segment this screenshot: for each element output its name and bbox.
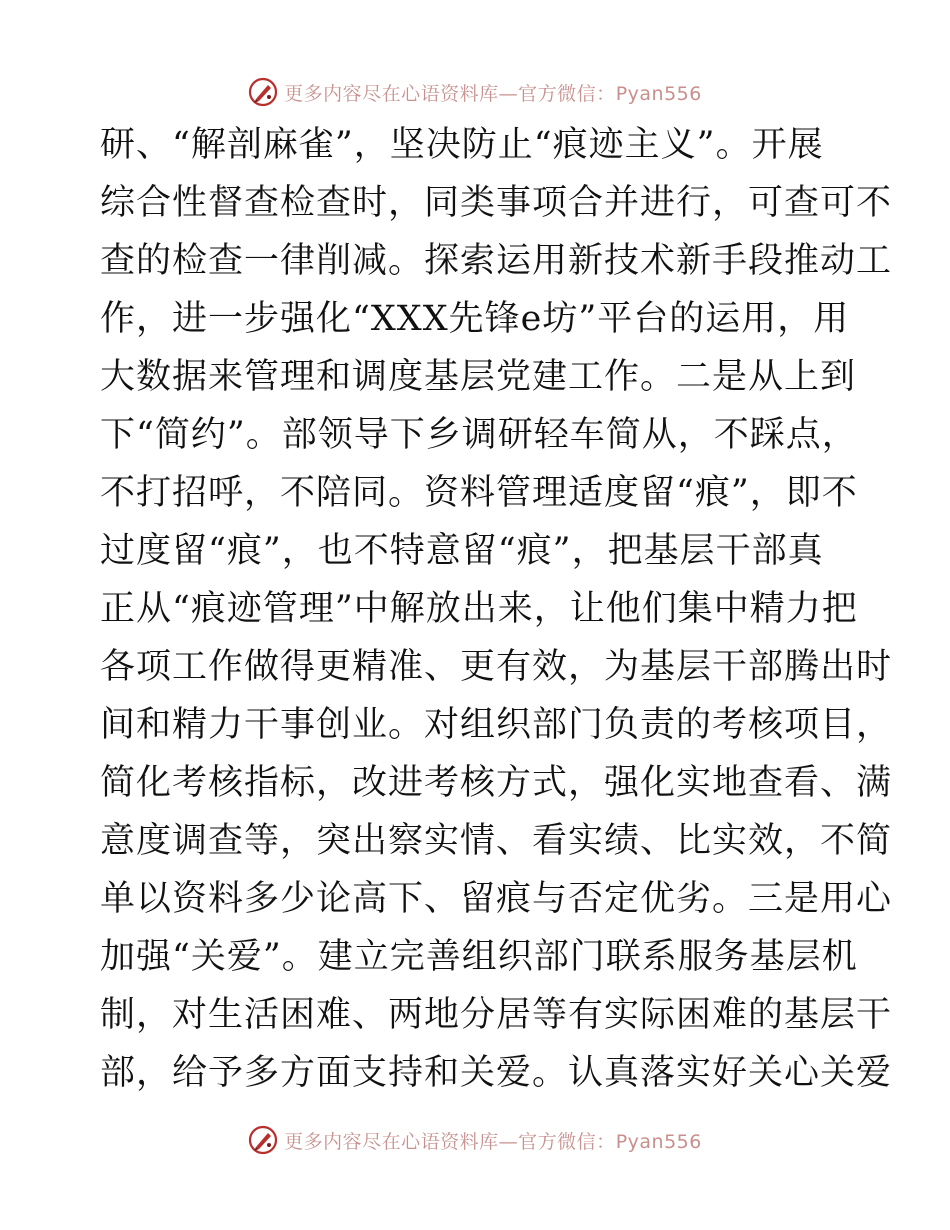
footer-label: 更多内容尽在心语资料库	[284, 1130, 499, 1153]
header-account: Pyan556	[615, 82, 702, 105]
header-text	[284, 79, 702, 106]
body-line: 不打招呼，不陪同。资料管理适度留“痕”，即不	[100, 473, 858, 513]
body-line: 综合性督查检查时，同类事项合并进行，可查可不	[100, 183, 893, 223]
body-line: 各项工作做得更精准、更有效，为基层干部腾出时	[100, 647, 893, 687]
body-line: 间和精力干事创业。对组织部门负责的考核项目，	[100, 705, 893, 745]
body-line: 制，对生活困难、两地分居等有实际困难的基层干	[100, 995, 893, 1035]
body-line: 单以资料多少论高下、留痕与否定优劣。三是用心	[100, 879, 893, 919]
body-line: 部，给予多方面支持和关爱。认真落实好关心关爱	[100, 1053, 893, 1093]
body-line: 意度调查等，突出察实情、看实绩、比实效，不简	[100, 821, 893, 861]
body-line: 简化考核指标，改进考核方式，强化实地查看、满	[100, 763, 893, 803]
header-banner	[0, 72, 950, 112]
body-line: 查的检查一律削减。探索运用新技术新手段推动工	[100, 241, 893, 281]
pen-logo-icon	[248, 1125, 278, 1155]
header-official: 官方微信：	[518, 82, 616, 105]
footer-official: 官方微信：	[518, 1130, 616, 1153]
document-body	[100, 116, 893, 1102]
footer-separator: —	[498, 1130, 519, 1153]
body-line: 加强“关爱”。建立完善组织部门联系服务基层机	[100, 937, 858, 977]
pen-logo-icon	[248, 77, 278, 107]
body-line: 研、“解剖麻雀”，坚决防止“痕迹主义”。开展	[100, 125, 824, 165]
header-label: 更多内容尽在心语资料库	[284, 82, 499, 105]
footer-account: Pyan556	[615, 1130, 702, 1153]
body-line: 作，进一步强化“XXX先锋e坊”平台的运用，用	[100, 299, 850, 339]
body-line: 正从“痕迹管理”中解放出来，让他们集中精力把	[100, 589, 858, 629]
body-line: 下“简约”。部领导下乡调研轻车简从，不踩点，	[100, 415, 858, 455]
footer-banner	[0, 1120, 950, 1160]
header-separator: —	[498, 82, 519, 105]
footer-text	[284, 1127, 702, 1154]
body-line: 过度留“痕”，也不特意留“痕”，把基层干部真	[100, 531, 824, 571]
body-line: 大数据来管理和调度基层党建工作。二是从上到	[100, 357, 857, 397]
